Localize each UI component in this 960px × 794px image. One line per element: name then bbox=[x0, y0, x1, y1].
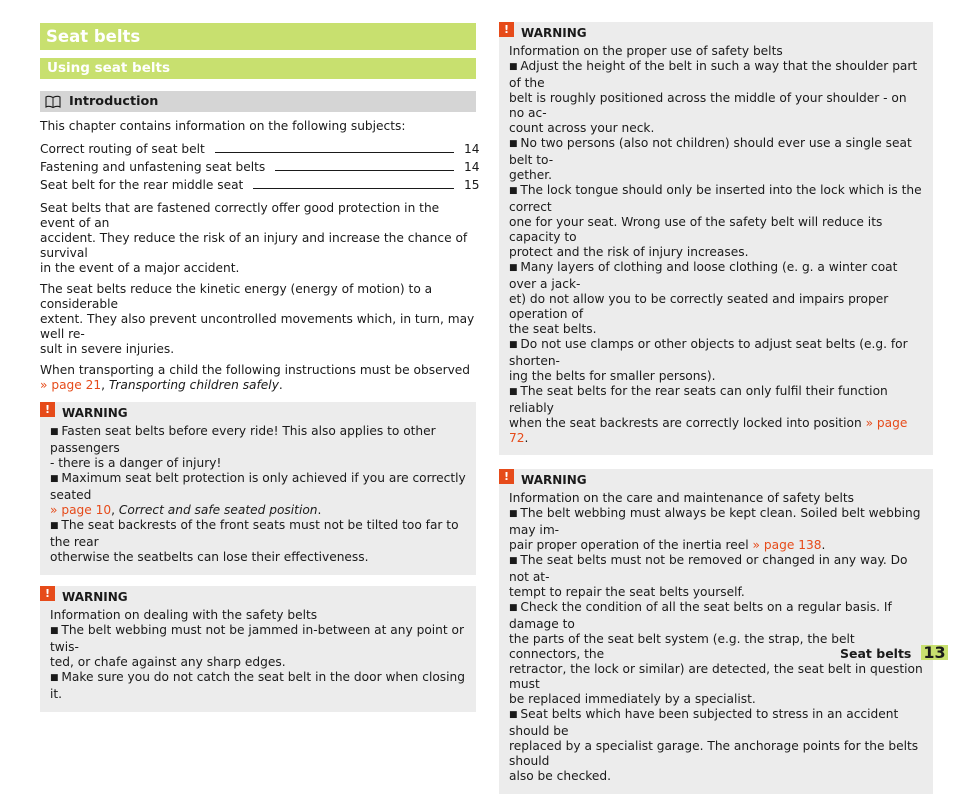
paragraph-child-transport bbox=[40, 363, 476, 393]
text-line: sult in severe injuries. bbox=[40, 342, 175, 356]
warning-line: ing the belts for smaller persons). bbox=[509, 369, 716, 383]
warning-line: belt is roughly positioned across the middle of your shoulder - on no ac- bbox=[509, 91, 907, 120]
warning-line: et) do not allow you to be correctly seated and impairs proper operation of bbox=[509, 292, 889, 321]
toc-list bbox=[40, 140, 480, 194]
separator: , bbox=[111, 503, 119, 517]
warning-title: WARNING bbox=[521, 473, 587, 487]
warning-title: WARNING bbox=[62, 590, 128, 604]
period: . bbox=[278, 378, 283, 392]
page-link[interactable]: » page 21 bbox=[40, 378, 102, 392]
page-number: 13 bbox=[923, 643, 946, 662]
warning-line: the seat belts. bbox=[509, 322, 597, 336]
introduction-bar bbox=[40, 91, 476, 112]
warning-line: otherwise the seatbelts can lose their effectiveness. bbox=[50, 550, 369, 564]
warning-icon: ! bbox=[499, 469, 514, 484]
warning-line: ■ Fasten seat belts before every ride! This also applies to other passengers bbox=[50, 424, 467, 456]
text-line: extent. They also prevent uncontrolled movements which, in turn, may well re- bbox=[40, 312, 475, 341]
warning-icon: ! bbox=[40, 586, 55, 601]
warning-line: tempt to repair the seat belts yourself. bbox=[509, 585, 745, 599]
section-title: Using seat belts bbox=[47, 60, 170, 76]
text-line: Seat belts that are fastened correctly offer good protection in the event of an bbox=[40, 201, 440, 230]
toc-item[interactable] bbox=[40, 140, 480, 158]
link-title: Correct and safe seated position bbox=[118, 503, 318, 517]
warning-line: ■ Many layers of clothing and loose clothing (e. g. a winter coat over a jack- bbox=[509, 260, 924, 292]
period: . bbox=[524, 431, 529, 445]
toc-item-label: Correct routing of seat belt bbox=[40, 141, 205, 156]
warning-line: ■ Check the condition of all the seat belts on a regular basis. If damage to bbox=[509, 600, 924, 632]
warning-box bbox=[40, 402, 476, 575]
separator: , bbox=[101, 378, 109, 392]
warning-line: ■ Do not use clamps or other objects to adjust seat belts (e.g. for shorten- bbox=[509, 337, 924, 369]
warning-line bbox=[50, 503, 467, 518]
toc-item-label: Fastening and unfastening seat belts bbox=[40, 159, 266, 174]
text: pair proper operation of the inertia reel bbox=[509, 538, 753, 552]
warning-line bbox=[509, 416, 924, 446]
warning-line: ■ The lock tongue should only be inserted into the lock which is the correct bbox=[509, 183, 924, 215]
paragraph-kinetic-energy bbox=[40, 282, 476, 357]
warning-line: ■ Seat belts which have been subjected to stress in an accident should be bbox=[509, 707, 924, 739]
footer-title: Seat belts bbox=[840, 646, 912, 661]
introduction-heading: Introduction bbox=[69, 94, 159, 109]
warning-line: ■ Make sure you do not catch the seat belt in the door when closing it. bbox=[50, 670, 467, 702]
warning-line: replaced by a specialist garage. The anchorage points for the belts should bbox=[509, 739, 919, 768]
page-link[interactable]: » page 10 bbox=[50, 503, 112, 517]
toc-item-page: 14 bbox=[464, 159, 480, 174]
warning-line: ■ Adjust the height of the belt in such a way that the shoulder part of the bbox=[509, 59, 924, 91]
warning-icon: ! bbox=[499, 22, 514, 37]
toc-item-page: 14 bbox=[464, 141, 480, 156]
link-title: Transporting children safely bbox=[108, 378, 279, 392]
text-line: in the event of a major accident. bbox=[40, 261, 240, 275]
chapter-title: Seat belts bbox=[46, 27, 141, 46]
warning-line: - there is a danger of injury! bbox=[50, 456, 222, 470]
toc-item[interactable] bbox=[40, 176, 480, 194]
paragraph-protection bbox=[40, 201, 476, 276]
right-column bbox=[499, 22, 933, 794]
warning-line: count across your neck. bbox=[509, 121, 655, 135]
warning-header bbox=[52, 406, 467, 421]
toc-item-page: 15 bbox=[464, 177, 480, 192]
warning-title: WARNING bbox=[521, 26, 587, 40]
warning-box bbox=[499, 22, 933, 455]
warning-header bbox=[52, 590, 467, 605]
warning-line bbox=[509, 538, 924, 553]
chapter-title-bar bbox=[40, 23, 476, 50]
toc-item[interactable] bbox=[40, 158, 480, 176]
warning-box bbox=[499, 469, 933, 794]
warning-line: also be checked. bbox=[509, 769, 611, 783]
warning-line: Information on the care and maintenance of safety belts bbox=[509, 491, 854, 505]
warning-box bbox=[40, 586, 476, 712]
warning-line: ■ The seat backrests of the front seats must not be tilted too far to the rear bbox=[50, 518, 467, 550]
toc-item-label: Seat belt for the rear middle seat bbox=[40, 177, 244, 192]
warning-lines bbox=[509, 44, 924, 416]
page-link[interactable]: » page 138 bbox=[752, 538, 822, 552]
period: . bbox=[821, 538, 826, 552]
toc-leader bbox=[253, 181, 454, 189]
toc-leader bbox=[275, 163, 454, 171]
warning-line: ■ The seat belts must not be removed or changed in any way. Do not at- bbox=[509, 553, 924, 585]
toc-leader bbox=[215, 145, 454, 153]
warning-line: ■ Maximum seat belt protection is only achieved if you are correctly seated bbox=[50, 471, 467, 503]
warning-title: WARNING bbox=[62, 406, 128, 420]
period: . bbox=[317, 503, 322, 517]
page-link[interactable]: » page 72 bbox=[509, 416, 908, 445]
section-title-bar bbox=[40, 58, 476, 79]
warning-line: ■ The belt webbing must not be jammed in-between at any point or twis- bbox=[50, 623, 467, 655]
warning-line: protect and the risk of injury increases. bbox=[509, 245, 749, 259]
warning-line: Information on the proper use of safety belts bbox=[509, 44, 783, 58]
warning-line: one for your seat. Wrong use of the safety belt will reduce its capacity to bbox=[509, 215, 883, 244]
warning-line: Information on dealing with the safety belts bbox=[50, 608, 318, 622]
text: when the seat backrests are correctly locked into position bbox=[509, 416, 866, 430]
warning-line: ■ The seat belts for the rear seats can only fulfil their function reliably bbox=[509, 384, 924, 416]
warning-line: gether. bbox=[509, 168, 553, 182]
warning-header bbox=[511, 473, 924, 488]
text-line: accident. They reduce the risk of an injury and increase the chance of survival bbox=[40, 231, 468, 260]
warning-line: the parts of the seat belt system (e.g. the strap, the belt connectors, the bbox=[509, 632, 855, 661]
warning-header bbox=[511, 26, 924, 41]
warning-line: ■ The belt webbing must always be kept clean. Soiled belt webbing may im- bbox=[509, 506, 924, 538]
left-column bbox=[40, 23, 480, 712]
warning-line: ■ No two persons (also not children) should ever use a single seat belt to- bbox=[509, 136, 924, 168]
warning-lines bbox=[509, 553, 924, 784]
book-icon bbox=[45, 95, 61, 109]
page-footer bbox=[840, 645, 948, 661]
warning-line: be replaced immediately by a specialist. bbox=[509, 692, 756, 706]
warning-icon: ! bbox=[40, 402, 55, 417]
text-line: When transporting a child the following instructions must be observed bbox=[40, 363, 471, 377]
text-line: The seat belts reduce the kinetic energy (energy of motion) to a considerable bbox=[40, 282, 433, 311]
warning-line: retractor, the lock or similar) are detected, the seat belt in question must bbox=[509, 662, 923, 691]
intro-text: This chapter contains information on the following subjects: bbox=[40, 119, 406, 133]
warning-line: ted, or chafe against any sharp edges. bbox=[50, 655, 286, 669]
